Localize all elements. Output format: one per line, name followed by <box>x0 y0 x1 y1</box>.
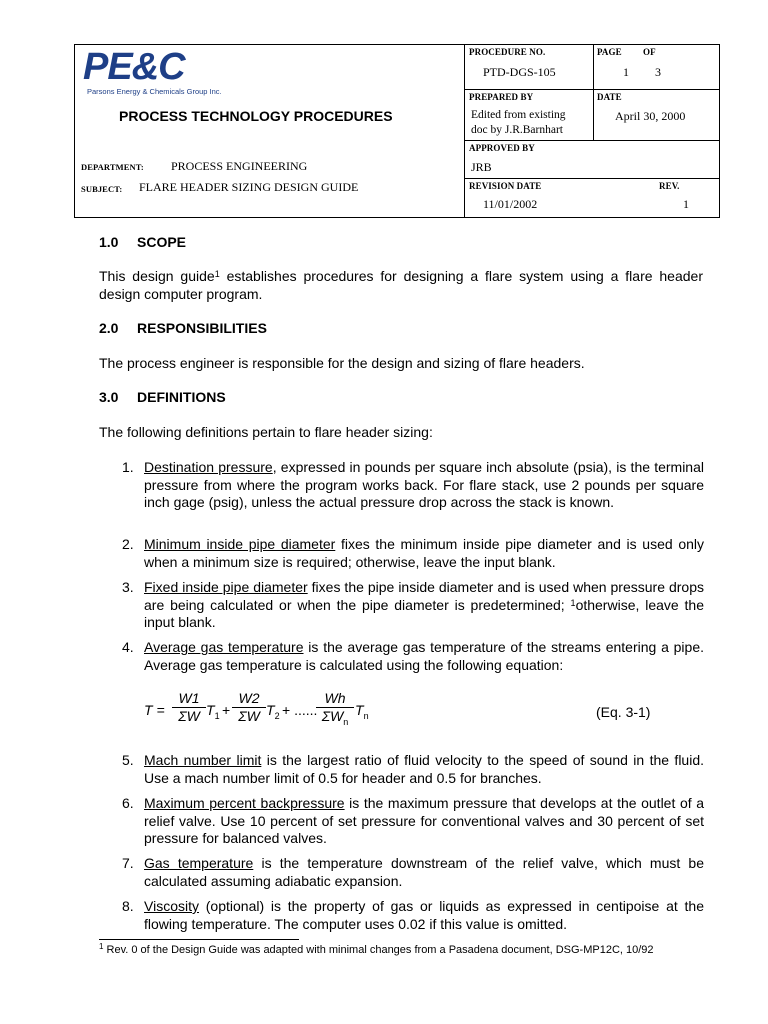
logo-wordmark: PE&C <box>83 46 185 88</box>
item-text: (optional) is the property of gas or liquids as expressed in centipoise at the flowing temperature. The computer uses 0.02 if this value is omitted. <box>144 898 704 932</box>
footnote-ref: 1 <box>214 269 220 279</box>
section-number: 2.0 <box>99 320 119 336</box>
page-label: PAGE <box>597 47 622 57</box>
item-text: otherwise, leave the input blank. <box>144 596 704 630</box>
eq-term: $T_n$ <box>355 702 369 721</box>
header-row-line <box>464 140 719 141</box>
rev-value: 1 <box>683 197 689 211</box>
item-term: Gas temperature <box>144 855 254 871</box>
subject-value: FLARE HEADER SIZING DESIGN GUIDE <box>139 180 359 194</box>
footnote-marker: 1 <box>99 942 104 951</box>
item-term: Fixed inside pipe diameter <box>144 579 308 595</box>
section-definitions-heading <box>99 389 226 405</box>
eq-lhs: T = <box>144 702 165 718</box>
item-term: Average gas temperature <box>144 639 304 655</box>
page-of-value: 3 <box>655 65 661 79</box>
footnote-text: Rev. 0 of the Design Guide was adapted with minimal changes from a Pasadena document, DSG-MP12C, 10/92 <box>103 944 654 956</box>
date-value: April 30, 2000 <box>615 109 686 123</box>
footnote-ref: 1 <box>570 597 576 608</box>
eq-term: $T_1$ <box>206 702 220 721</box>
prepared-by-line1: Edited from existing <box>471 109 566 121</box>
item-term: Mach number limit <box>144 752 262 768</box>
item-number: 7. <box>122 855 134 871</box>
eq-operator: + <box>222 702 231 718</box>
scope-paragraph <box>99 268 703 303</box>
definition-item <box>122 579 704 632</box>
definition-item <box>122 898 704 933</box>
section-number: 1.0 <box>99 234 119 250</box>
item-text: is the average gas temperature of the streams entering a pipe. Average gas temperature is calculated using the following equation: <box>144 639 704 673</box>
header-col-line <box>593 45 594 140</box>
prepared-by-label: PREPARED BY <box>469 92 534 102</box>
of-label: OF <box>643 47 656 57</box>
item-number: 2. <box>122 536 134 552</box>
item-number: 6. <box>122 795 134 811</box>
footnote-separator <box>99 939 299 940</box>
item-term: Maximum percent backpressure <box>144 795 345 811</box>
revision-date-label: REVISION DATE <box>469 181 542 191</box>
section-scope-heading <box>99 234 186 250</box>
prepared-by-line2: doc by J.R.Barnhart <box>471 124 563 136</box>
approved-by-value: JRB <box>471 160 492 174</box>
footnote <box>99 944 654 956</box>
item-number: 1. <box>122 459 134 475</box>
document-header-table <box>74 44 720 218</box>
logo-tagline: Parsons Energy & Chemicals Group Inc. <box>87 87 222 96</box>
item-term: Minimum inside pipe diameter <box>144 536 336 552</box>
definition-item <box>122 459 704 512</box>
item-text: , expressed in pounds per square inch absolute (psia), is the terminal pressure from where the program works back. For flare stack, use 2 pounds per square inch gage (psig), unless the actual pressure drop across the stack is known. <box>144 459 704 510</box>
item-text: is the largest ratio of fluid velocity to the speed of sound in the fluid. Use a mach number limit of 0.5 for header and 0.5 for branches. <box>144 752 704 786</box>
eq-fraction: $\frac{W1}{\Sigma W}$ <box>172 690 206 725</box>
item-text: is the temperature downstream of the relief valve, which must be calculated assuming adiabatic expansion. <box>144 855 704 889</box>
definition-item <box>122 855 704 890</box>
procedure-no-label: PROCEDURE NO. <box>469 47 546 57</box>
procedure-no-value: PTD-DGS-105 <box>483 65 556 79</box>
eq-term: $T_2$ <box>266 702 280 721</box>
subject-label: SUBJECT: <box>81 184 123 194</box>
department-label: DEPARTMENT: <box>81 162 144 172</box>
approved-by-label: APPROVED BY <box>469 143 535 153</box>
scope-text-b: establishes procedures for designing a flare system using a flare header design computer program. <box>99 268 703 302</box>
revision-date-value: 11/01/2002 <box>483 197 538 211</box>
eq-fraction: Wh $\Sigma W_n$ <box>316 690 354 731</box>
rev-label: REV. <box>659 181 680 191</box>
section-title: RESPONSIBILITIES <box>137 320 267 336</box>
date-label: DATE <box>597 92 622 102</box>
item-number: 4. <box>122 639 134 655</box>
section-title: DEFINITIONS <box>137 389 226 405</box>
definition-item <box>122 536 704 571</box>
item-number: 5. <box>122 752 134 768</box>
item-text: is the maximum pressure that develops at the outlet of a relief valve. Use 10 percent of set pressure for conventional valves and 30 percent of set pressure for balanced valves. <box>144 795 704 846</box>
department-value: PROCESS ENGINEERING <box>171 159 308 173</box>
item-number: 3. <box>122 579 134 595</box>
page-value: 1 <box>623 65 629 79</box>
equation-label: (Eq. 3-1) <box>596 704 651 720</box>
section-title: SCOPE <box>137 234 187 250</box>
document-title: PROCESS TECHNOLOGY PROCEDURES <box>119 108 393 124</box>
header-row-line <box>464 89 719 90</box>
header-divider <box>464 45 465 217</box>
section-responsibilities-heading <box>99 320 267 336</box>
definitions-intro: The following definitions pertain to flare header sizing: <box>99 424 433 440</box>
equation-3-1 <box>144 690 704 734</box>
item-term: Destination pressure <box>144 459 273 475</box>
item-text: fixes the minimum inside pipe diameter and is used only when a minimum size is required; otherwise, leave the input blank. <box>144 536 704 570</box>
item-term: Viscosity <box>144 898 199 914</box>
item-number: 8. <box>122 898 134 914</box>
section-number: 3.0 <box>99 389 119 405</box>
item-text: fixes the pipe inside diameter and is used when pressure drops are being calculated or when the pipe diameter is predetermined; <box>144 579 704 613</box>
definition-item <box>122 752 704 787</box>
eq-operator: + ...... <box>282 702 318 718</box>
responsibilities-paragraph: The process engineer is responsible for the design and sizing of flare headers. <box>99 355 585 371</box>
header-row-line <box>464 178 719 179</box>
definition-item <box>122 795 704 848</box>
company-logo <box>83 46 313 99</box>
definition-item <box>122 639 704 674</box>
scope-text-a: This design guide <box>99 268 215 284</box>
eq-fraction: $\frac{W2}{\Sigma W}$ <box>232 690 266 725</box>
